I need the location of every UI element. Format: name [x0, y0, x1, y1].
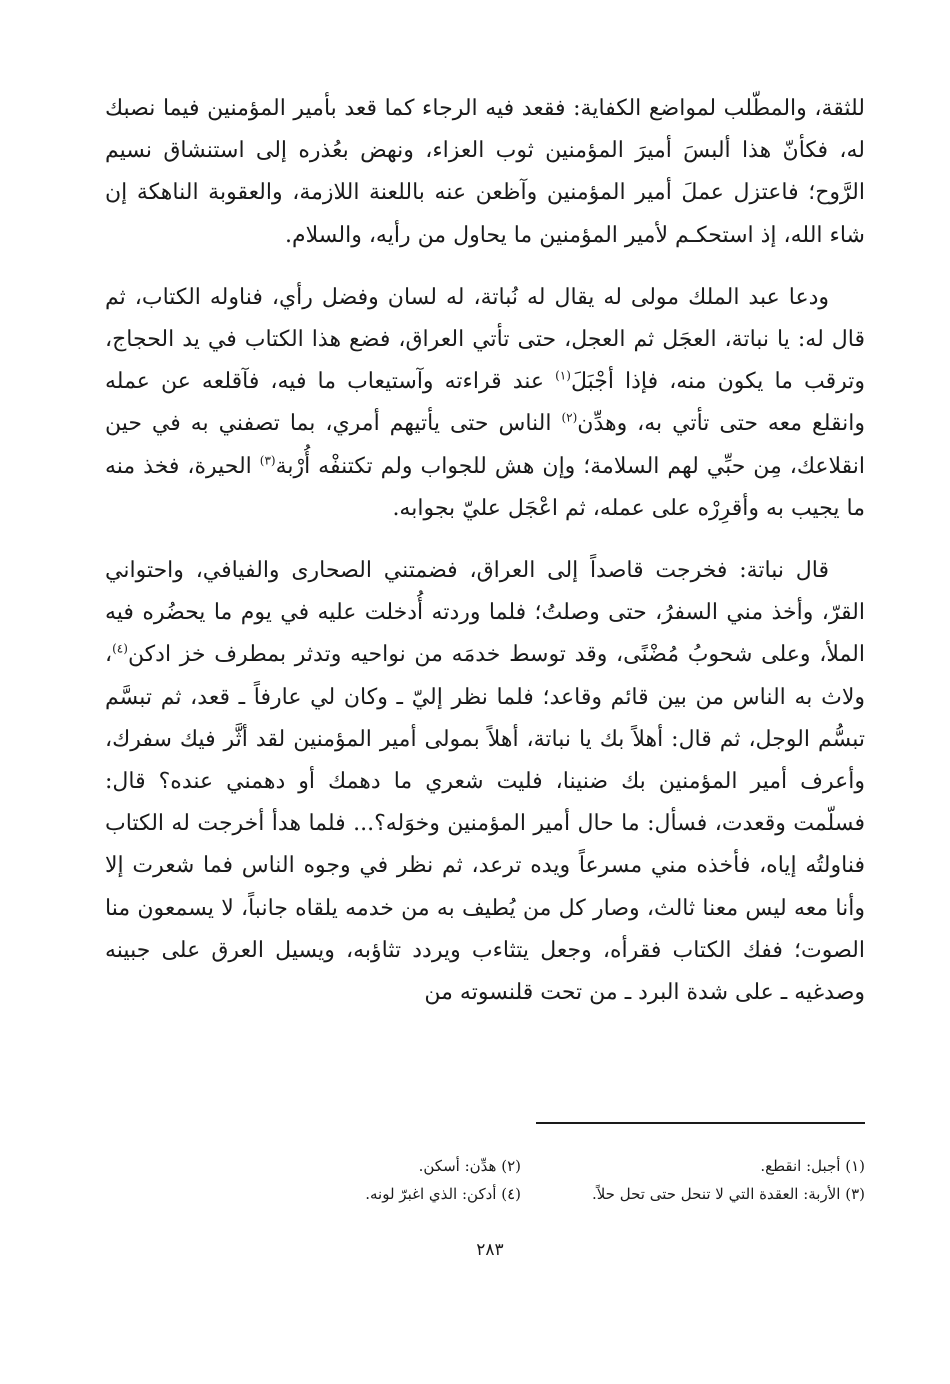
- page-number: ٢٨٣: [476, 1240, 504, 1260]
- footnote-4: (٤) أدكن: الذي اغبرّ لونه.: [365, 1185, 521, 1203]
- paragraph-1-text: للثقة، والمطّلب لمواضع الكفاية: فقعد فيه الرجاء كما قعد بأمير المؤمنين فيما نصبك له، فكأنّ هذا ألبسَ أميرَ المؤمنين ثوب العزاء، ونهض بعُذره إلى استنشاق نسيم الرَّوح؛ فاعتزل عملَ أمير المؤمنين وآظعن عنه باللعنة اللازمة، والعقوبة الناهكة إن شاء الله، إذ استحكـم لأمير المؤمنين ما يحاول من رأيه، والسلام.: [105, 96, 865, 248]
- footnote-1: (١) أجبل: انقطع.: [760, 1157, 865, 1175]
- paragraph-2-text-d: الحيرة، فخذ منه ما يجيب به وأقرِرْه على عمله، ثم اعْجَل عليّ بجوابه.: [105, 453, 865, 521]
- paragraph-2-text-a: ودعا عبد الملك مولى له يقال له نُباتة، له لسان وفضل رأي، فناوله الكتاب، ثم قال له: يا نباتة، العجَل ثم العجل، حتى تأتي العراق، فضع هذا الكتاب في يد الحجاج، وترقب ما يكون منه، فإذا أجْبَلَ: [105, 284, 865, 395]
- paragraph-3-text-b: ، ولاث به الناس من بين قائم وقاعد؛ فلما نظر إليّ ـ وكان لي عارفاً ـ قعد، ثم تبسَّم تبسُّم الوجل، ثم قال: أهلاً بك يا نباتة، أهلاً بمولى أمير المؤمنين لقد أثَّر فيك سفرك، وأعرف أمير المؤمنين بك ضنينا، فليت شعري ما دهمك أو دهمني عنده؟ قال: فسلّمت وقعدت، فسأل: ما حال أمير المؤمنين وخوَله؟... فلما هدأ أخرجت له الكتاب فناولتُه إياه، فأخذه مني مسرعاً ويده ترعد، ثم نظر في وجوه الناس فما شعرت إلا وأنا معه ليس معنا ثالث، وصار كل من يُطيف به من خدمه يلقاه جانباً، لا يسمعون منا الصوت؛ ففك الكتاب فقرأه، وجعل يتثاءب ويردد تثاؤبه، ويسيل العرق على جبينه وصدغيه ـ على شدة البرد ـ من تحت قلنسوته من: [105, 642, 865, 1006]
- paragraph-3: [105, 550, 865, 1014]
- footnote-ref-4[interactable]: (٤): [112, 642, 128, 657]
- paragraph-2: [105, 277, 865, 530]
- footnote-ref-1[interactable]: (١): [555, 368, 571, 383]
- footnotes: [105, 1152, 865, 1208]
- footnote-ref-2[interactable]: (٢): [561, 411, 578, 426]
- footnote-row-1: [105, 1152, 865, 1180]
- paragraph-2-text-b: عند قراءته وآستيعاب ما فيه، فآقلعه عن عمله وانقلع معه حتى تأتي به، وهدِّن: [105, 369, 865, 437]
- footnote-ref-3[interactable]: (٣): [259, 453, 276, 468]
- footnote-3: (٣) الأربة: العقدة التي لا تنحل حتى تحل حلاً.: [591, 1185, 865, 1203]
- paragraph-2-text-c: الناس حتى يأتيهم أمري، بما تصفني به في حين انقلاعك، مِن حبِّي لهم السلامة؛ وإن هش للجواب ولم تكتنفْه أُرْبة: [105, 411, 865, 479]
- paragraph-3-text-a: قال نباتة: فخرجت قاصداً إلى العراق، فضمتني الصحارى والفيافي، واحتواني القرّ، وأخذ مني السفرُ، حتى وصلتُ؛ فلما وردته أُدخلت عليه في يوم ما يحضُره فيه الملأ، وعلى شحوبُ مُضْنًى، وقد توسط خدمَه من نواحيه وتدثر بمطرف خز ادكن: [105, 558, 865, 668]
- footnote-separator: [536, 1122, 865, 1124]
- footnote-2: (٢) هدِّن: أسكن.: [418, 1157, 521, 1175]
- paragraph-1: [105, 88, 865, 257]
- page-body: [105, 88, 865, 1014]
- footnote-row-2: [105, 1180, 865, 1208]
